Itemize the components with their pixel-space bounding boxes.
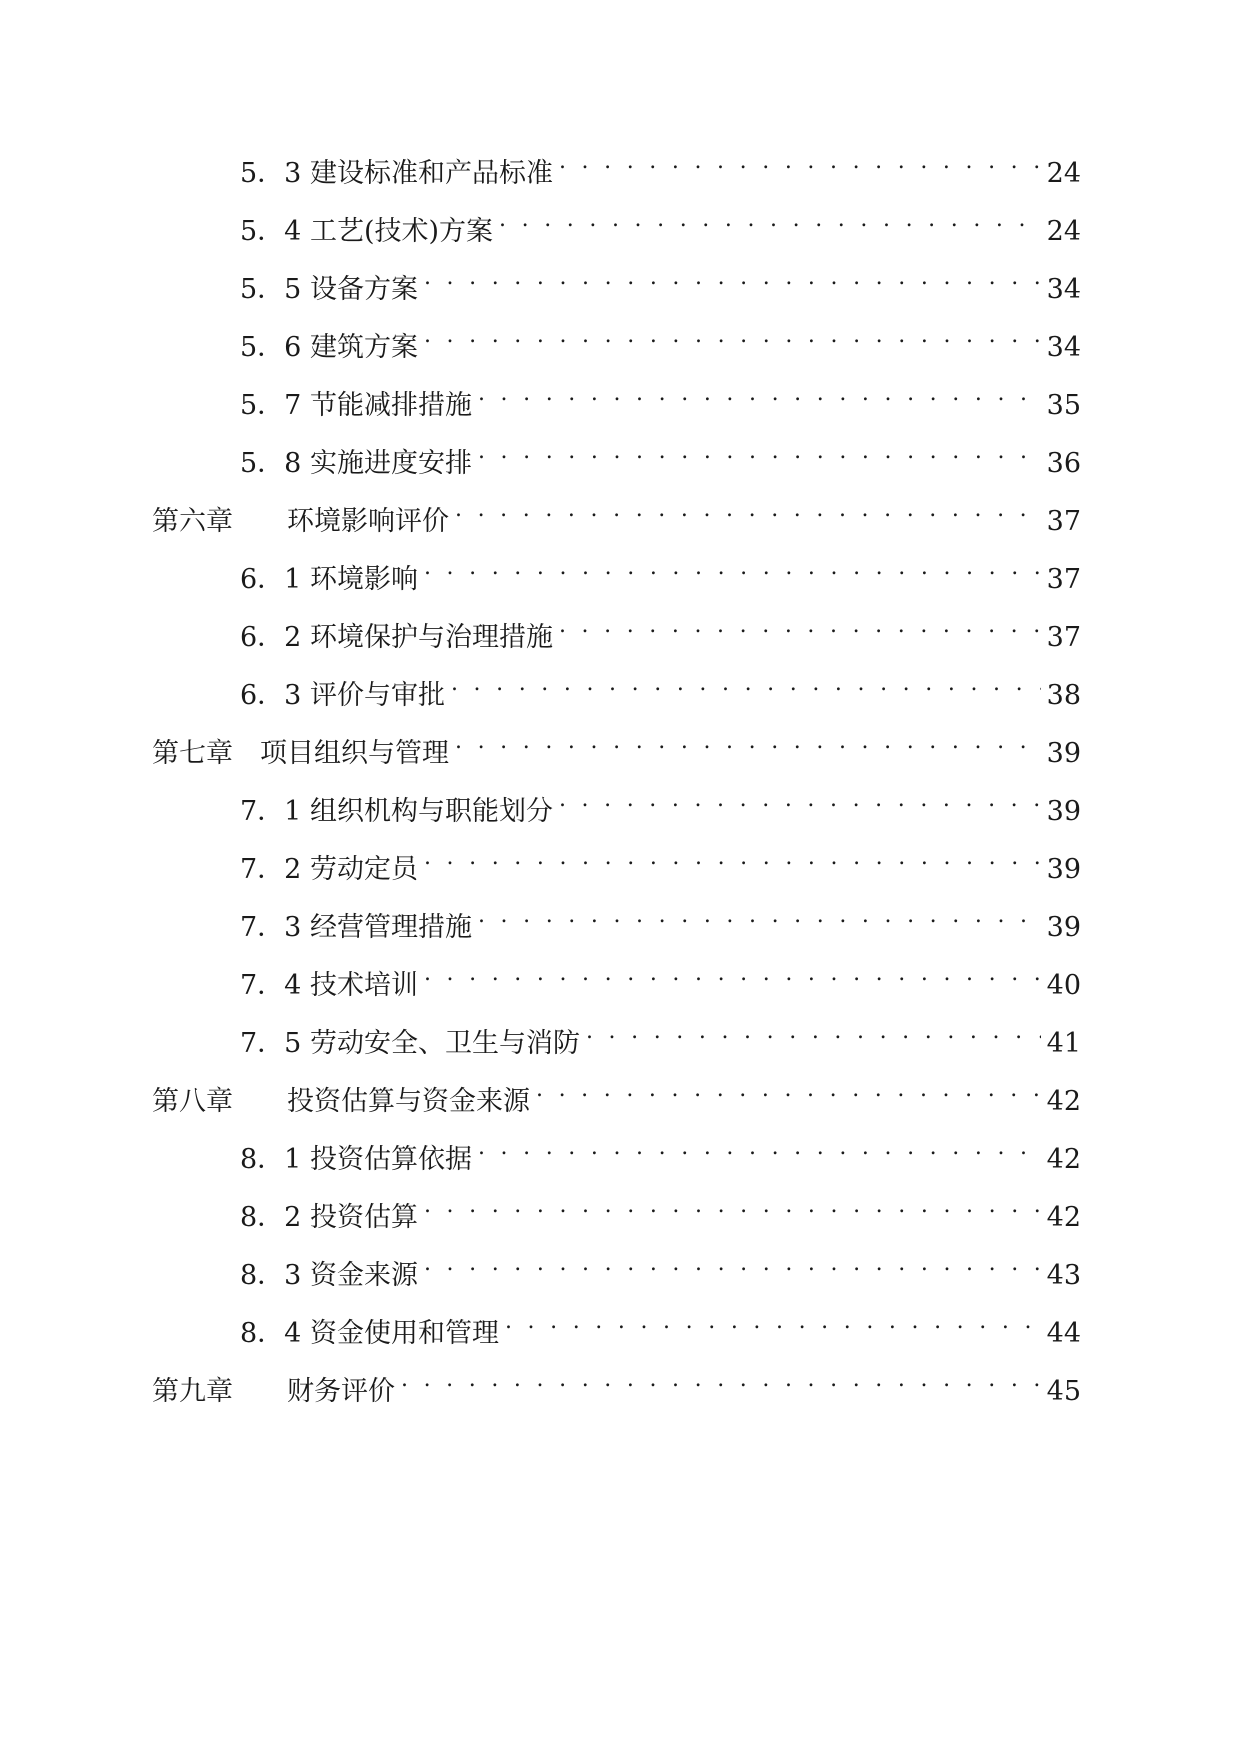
toc-page-number: 39 xyxy=(1046,912,1081,943)
toc-chapter-label: 第六章 环境影响评价 xyxy=(152,506,449,537)
toc-leader-dots xyxy=(401,1360,1041,1400)
toc-entry-7-5[interactable] xyxy=(0,1012,1081,1059)
toc-entry-label: 5．7 节能减排措施 xyxy=(240,390,472,421)
toc-entry-label: 5．4 工艺(技术)方案 xyxy=(240,216,494,247)
toc-leader-dots xyxy=(455,722,1041,762)
toc-leader-dots xyxy=(424,1244,1041,1284)
toc-page-number: 42 xyxy=(1046,1202,1081,1233)
toc-page-number: 37 xyxy=(1046,506,1081,537)
toc-page-number: 44 xyxy=(1046,1318,1081,1349)
toc-entry-label: 7．4 技术培训 xyxy=(240,970,418,1001)
toc-entry-label: 8．2 投资估算 xyxy=(240,1202,418,1233)
toc-entry-7-2[interactable] xyxy=(0,838,1081,885)
toc-leader-dots xyxy=(424,258,1041,298)
toc-chapter-9[interactable] xyxy=(0,1360,1081,1407)
toc-leader-dots xyxy=(424,838,1041,878)
toc-leader-dots xyxy=(455,490,1041,530)
toc-page-number: 37 xyxy=(1046,564,1081,595)
toc-entry-label: 5．3 建设标准和产品标准 xyxy=(240,158,553,189)
toc-entry-7-3[interactable] xyxy=(0,896,1081,943)
toc-page-number: 39 xyxy=(1046,796,1081,827)
toc-page-number: 43 xyxy=(1046,1260,1081,1291)
toc-entry-6-2[interactable] xyxy=(0,606,1081,653)
toc-entry-label: 5．8 实施进度安排 xyxy=(240,448,472,479)
toc-entry-8-1[interactable] xyxy=(0,1128,1081,1175)
toc-page-number: 35 xyxy=(1046,390,1081,421)
toc-entry-label: 7．5 劳动安全、卫生与消防 xyxy=(240,1028,580,1059)
toc-page-number: 41 xyxy=(1046,1028,1081,1059)
toc-chapter-label: 第七章 项目组织与管理 xyxy=(152,738,449,769)
toc-page-number: 34 xyxy=(1046,274,1081,305)
toc-entry-label: 7．3 经营管理措施 xyxy=(240,912,472,943)
toc-chapter-label: 第八章 投资估算与资金来源 xyxy=(152,1086,530,1117)
toc-entry-label: 7．2 劳动定员 xyxy=(240,854,418,885)
toc-chapter-6[interactable] xyxy=(0,490,1081,537)
toc-chapter-8[interactable] xyxy=(0,1070,1081,1117)
toc-entry-label: 6．2 环境保护与治理措施 xyxy=(240,622,553,653)
toc-entry-label: 5．5 设备方案 xyxy=(240,274,418,305)
toc-leader-dots xyxy=(478,896,1041,936)
toc-page-number: 24 xyxy=(1046,216,1081,247)
toc-leader-dots xyxy=(505,1302,1041,1342)
toc-entry-5-8[interactable] xyxy=(0,432,1081,479)
toc-entry-label: 5．6 建筑方案 xyxy=(240,332,418,363)
toc-page-number: 39 xyxy=(1046,738,1081,769)
toc-leader-dots xyxy=(424,954,1041,994)
toc-leader-dots xyxy=(478,1128,1041,1168)
toc-entry-5-4[interactable] xyxy=(0,200,1081,247)
toc-entry-label: 8．3 资金来源 xyxy=(240,1260,418,1291)
toc-entry-label: 8．1 投资估算依据 xyxy=(240,1144,472,1175)
toc-page-number: 24 xyxy=(1046,158,1081,189)
toc-entry-label: 6．1 环境影响 xyxy=(240,564,418,595)
toc-page-number: 37 xyxy=(1046,622,1081,653)
toc-leader-dots xyxy=(424,548,1041,588)
toc-leader-dots xyxy=(586,1012,1041,1052)
toc-leader-dots xyxy=(478,374,1041,414)
toc-leader-dots xyxy=(559,780,1041,820)
toc-entry-5-7[interactable] xyxy=(0,374,1081,421)
toc-leader-dots xyxy=(559,142,1041,182)
toc-entry-5-6[interactable] xyxy=(0,316,1081,363)
toc-entry-8-4[interactable] xyxy=(0,1302,1081,1349)
toc-page-number: 36 xyxy=(1046,448,1081,479)
toc-page-number: 42 xyxy=(1046,1086,1081,1117)
toc-leader-dots xyxy=(499,200,1041,240)
toc-entry-label: 8．4 资金使用和管理 xyxy=(240,1318,499,1349)
toc-page-number: 39 xyxy=(1046,854,1081,885)
toc-entry-7-4[interactable] xyxy=(0,954,1081,1001)
toc-entry-6-3[interactable] xyxy=(0,664,1081,711)
toc-leader-dots xyxy=(478,432,1041,472)
toc-entry-8-2[interactable] xyxy=(0,1186,1081,1233)
toc-leader-dots xyxy=(424,316,1041,356)
toc-leader-dots xyxy=(424,1186,1041,1226)
toc-leader-dots xyxy=(451,664,1041,704)
toc-entry-5-5[interactable] xyxy=(0,258,1081,305)
toc-entry-6-1[interactable] xyxy=(0,548,1081,595)
toc-leader-dots xyxy=(536,1070,1041,1110)
toc-entry-8-3[interactable] xyxy=(0,1244,1081,1291)
toc-chapter-7[interactable] xyxy=(0,722,1081,769)
toc-page-number: 45 xyxy=(1046,1376,1081,1407)
toc-chapter-label: 第九章 财务评价 xyxy=(152,1376,395,1407)
toc-entry-7-1[interactable] xyxy=(0,780,1081,827)
toc-page-number: 40 xyxy=(1046,970,1081,1001)
toc-entry-label: 6．3 评价与审批 xyxy=(240,680,445,711)
toc-page-number: 42 xyxy=(1046,1144,1081,1175)
toc-page-number: 34 xyxy=(1046,332,1081,363)
toc-page-number: 38 xyxy=(1046,680,1081,711)
toc-leader-dots xyxy=(559,606,1041,646)
toc-entry-5-3[interactable] xyxy=(0,142,1081,189)
toc-entry-label: 7．1 组织机构与职能划分 xyxy=(240,796,553,827)
